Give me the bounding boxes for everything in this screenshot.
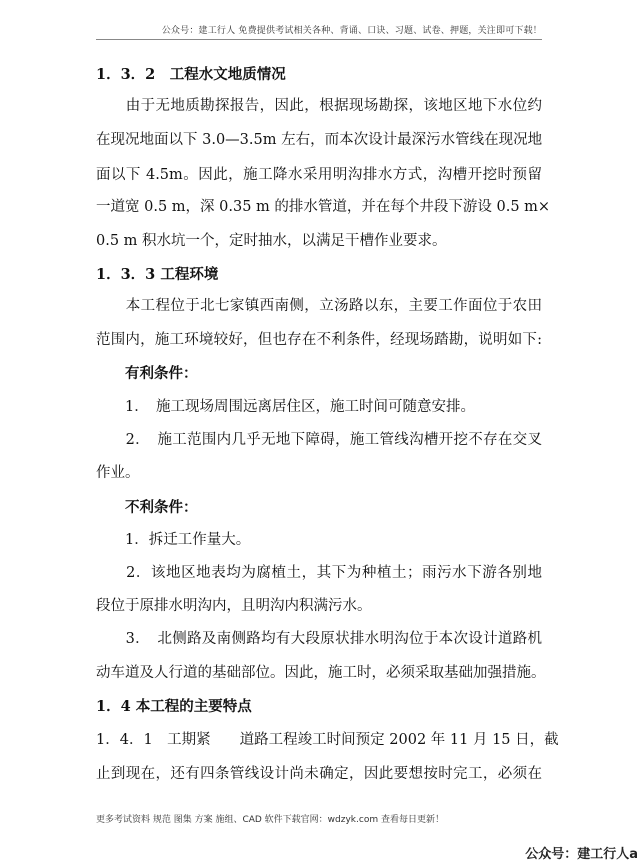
- footer-notice: 更多考试资料 规范 图集 方案 施组、CAD 软件下载官网：wdzyk.com 查看每日更新！: [96, 815, 444, 825]
- paragraph-line: 在现况地面以下 3.0—3.5m 左右，而本次设计最深污水管线在现况地: [96, 132, 543, 148]
- list-item: 3． 北侧路及南侧路均有大段原状排水明沟位于本次设计道路机: [96, 631, 542, 647]
- paragraph-line: 范围内，施工环境较好，但也存在不利条件，经现场踏勘，说明如下:: [96, 332, 542, 348]
- paragraph-line: 面以下 4.5m。因此，施工降水采用明沟排水方式，沟槽开挖时预留: [96, 167, 542, 183]
- list-item: 2． 施工范围内几乎无地下障碍，施工管线沟槽开挖不存在交叉: [96, 432, 542, 448]
- section-1-4-1-line: 1．4．1 工期紧 道路工程竣工时间预定 2002 年 11 月 15 日，截: [96, 732, 559, 748]
- header-notice: 公众号：建工行人 免费提供考试相关各种、背诵、口诀、习题、试卷、押题，关注即可下载！: [161, 26, 542, 36]
- paragraph-line: 一道宽 0.5 m，深 0.35 m 的排水管道，并在每个井段下游设 0.5 m×: [96, 199, 551, 215]
- unfavorable-conditions-label: 不利条件：: [96, 499, 198, 516]
- list-item: 1．拆迁工作量大。: [96, 532, 251, 548]
- list-item: 2．该地区地表均为腐植土，其下为种植土；雨污水下游各别地: [96, 565, 542, 581]
- list-item: 1． 施工现场周围远离居住区，施工时间可随意安排。: [96, 399, 475, 415]
- paragraph-line: 由于无地质勘探报告，因此，根据现场勘探，该地区地下水位约: [96, 98, 542, 114]
- favorable-conditions-label: 有利条件：: [96, 365, 198, 382]
- list-item-continuation: 动车道及人行道的基础部位。因此，施工时，必须采取基础加强措施。: [96, 665, 546, 681]
- section-1-4-title: 1．4 本工程的主要特点: [96, 698, 252, 715]
- list-item-continuation: 段位于原排水明沟内，且明沟内积满污水。: [96, 598, 372, 614]
- section-1-3-2-title: 1．3．2 工程水文地质情况: [96, 66, 286, 83]
- list-item-continuation: 作业。: [96, 465, 140, 481]
- paragraph-line: 本工程位于北七家镇西南侧，立汤路以东，主要工作面位于农田: [96, 298, 542, 314]
- header-divider: [96, 39, 542, 40]
- paragraph-line: 0.5 m 积水坑一个，定时抽水，以满足干槽作业要求。: [96, 233, 447, 249]
- section-1-3-3-title: 1．3．3 工程环境: [96, 266, 219, 283]
- paragraph-line: 止到现在，还有四条管线设计尚未确定，因此要想按时完工，必须在: [96, 766, 542, 782]
- footer-watermark: 公众号：建工行人a: [525, 847, 638, 862]
